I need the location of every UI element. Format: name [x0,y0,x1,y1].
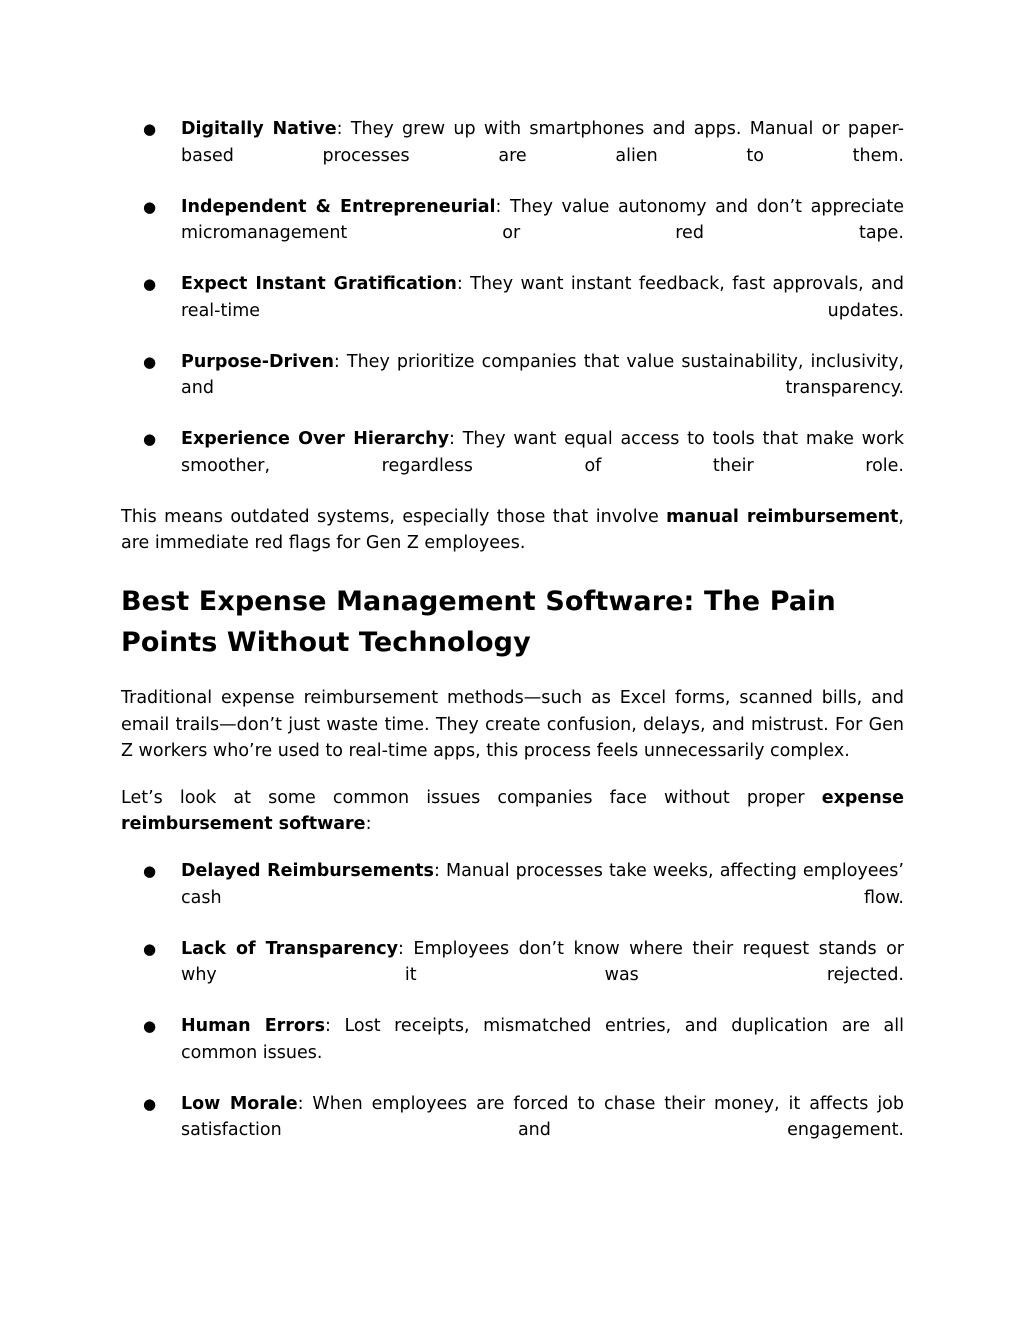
list-item-term: Lack of Transparency [181,938,399,959]
paragraph-text: , are immediate red flags for Gen Z employees. [121,506,904,554]
bullet-icon: ● [143,275,157,294]
list-item-text: : They want instant feedback, fast approvals, and real-time updates. [181,274,904,321]
gen-z-traits-list [121,116,904,480]
list-item-term: Experience Over Hierarchy [181,429,450,450]
list-item-term: Expect Instant Gratification [181,274,457,295]
intro-paragraph: Traditional expense reimbursement methods—such as Excel forms, scanned bills, and email trails—don’t just waste time. They create confusion, delays, and mistrust. For Gen Z workers who’re used to real-time apps, this process feels unnecessarily complex. [121,688,904,762]
list-item-text: : They prioritize companies that value sustainability, inclusivity, and transparency. [181,351,904,399]
section-heading: Best Expense Management Software: The Pain Points Without Technology [121,586,836,659]
list-item-text: : When employees are forced to chase their money, it affects job satisfaction and engagement. [181,1093,904,1141]
bullet-icon: ● [143,197,157,216]
list-item-text: : Lost receipts, mismatched entries, and duplication are all common issues. [181,1016,905,1063]
bullet-icon: ● [143,430,157,449]
list-item-term: Low Morale [181,1093,298,1114]
list-item-text: : Employees don’t know where their request stands or why it was rejected. [181,938,904,986]
paragraph-text: : [365,814,372,835]
list-item [121,116,904,169]
paragraph-bold-text: manual reimbursement [666,506,899,527]
document-page [121,116,904,1168]
list-item [121,194,904,247]
bullet-icon: ● [143,939,157,958]
bullet-icon: ● [143,1017,157,1036]
summary-paragraph [121,504,904,557]
list-item-term: Purpose-Driven [181,351,334,372]
paragraph-text: Let’s look at some common issues companies face without proper [121,787,822,808]
list-item [121,1091,904,1144]
list-item-text: : Manual processes take weeks, affecting employees’ cash flow. [181,861,904,908]
list-item-text: : They grew up with smartphones and apps. Manual or paper-based processes are alien to them. [181,119,904,166]
list-item [121,349,904,402]
pain-points-list [121,858,904,1144]
list-item [121,858,904,911]
paragraph-text: This means outdated systems, especially those that involve [121,506,667,527]
list-item-term: Digitally Native [181,119,337,139]
list-item-term: Human Errors [181,1016,325,1037]
list-item-term: Delayed Reimbursements [181,861,434,882]
list-item-text: : They want equal access to tools that make work smoother, regardless of their role. [181,429,904,476]
bullet-icon: ● [143,352,157,371]
list-item-text: : They value autonomy and don’t appreciate micromanagement or red tape. [181,196,904,244]
issues-lead-paragraph [121,785,904,838]
paragraph-bold-text: expense reimbursement software [121,787,904,835]
list-item [121,271,904,324]
bullet-icon: ● [143,1094,157,1113]
list-item [121,426,904,479]
bullet-icon: ● [143,862,157,881]
bullet-icon: ● [143,120,157,138]
list-item-term: Independent & Entrepreneurial [181,196,496,217]
list-item [121,1013,904,1066]
list-item [121,936,904,989]
